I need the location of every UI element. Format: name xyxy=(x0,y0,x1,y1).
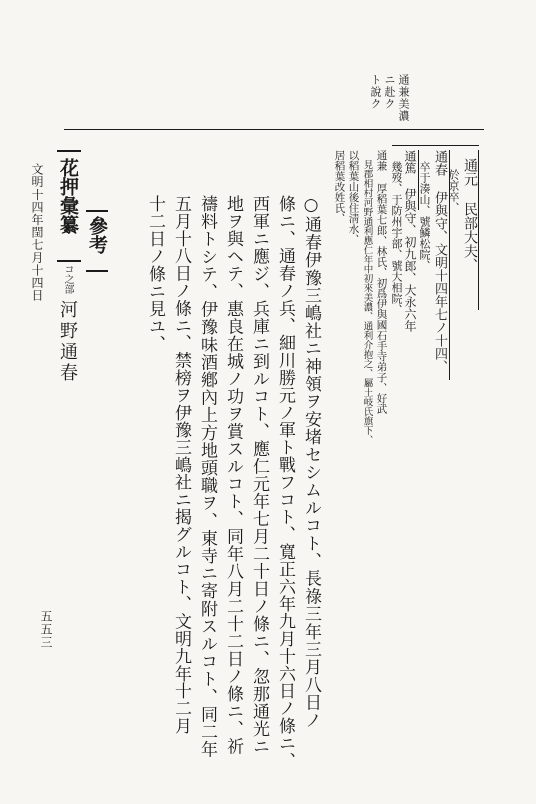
genealogy-col-9: 以稻葉山後住淸水、 xyxy=(347,150,360,245)
genealogy-line-h3 xyxy=(392,145,418,146)
genealogy-col-6: 幾歿、于防州宇部、號大相院、 xyxy=(390,150,403,315)
kaou-name: 河野通春 xyxy=(57,300,78,384)
sankou-heading: 參考 xyxy=(86,216,108,254)
header-note-3: ト說ク xyxy=(369,74,382,110)
genealogy-line-h1 xyxy=(449,145,479,146)
genealogy-col-2: 於京卒、 xyxy=(447,158,460,213)
genealogy-col-7: 通兼 厚稻葉七郎、林氏、初爲伊與國石手寺弟子、好武 xyxy=(375,150,388,414)
kaou-heading: 花押彙纂 xyxy=(57,158,79,234)
body-line-6: 五月十八日ノ條ニ、禁榜ヲ伊豫三嶋社ニ揭グルコト、文明九年十二月 xyxy=(171,195,191,735)
body-line-7: 十二日ノ條ニ見ユ、 xyxy=(145,195,165,353)
genealogy-col-1: 通元 民部大夫、 xyxy=(462,158,478,272)
header-rule xyxy=(64,129,484,130)
genealogy-line-h2 xyxy=(418,145,449,146)
genealogy-col-5: 通篤 伊與守、初九郎、大永六年 xyxy=(403,150,417,332)
kaou-suffix: コ之部 xyxy=(62,264,73,294)
date-line: 文明十四年閏七月十四日 xyxy=(30,163,44,302)
body-line-3: 西軍ニ應ジ、兵庫ニ到ルコト、應仁元年七月二十日ノ條ニ、忽那通光ニ xyxy=(249,195,269,755)
header-note-1: 通兼美濃 xyxy=(397,74,410,122)
body-line-2: 條ニ、通春ノ兵、細川勝元ノ軍ト戰フコト、寬正六年九月十六日ノ條ニ、 xyxy=(275,195,295,770)
header-note-2: ニ赴ク xyxy=(383,74,396,110)
genealogy-line-main xyxy=(478,150,479,310)
genealogy-col-8: 見郡相村河野通利應仁年中初來美濃、通利介抱之、屬土岐氏旗下、 xyxy=(361,150,373,445)
body-line-1: ○通春伊豫三嶋社ニ神領ヲ安堵セシムルコト、長祿三年三月八日ノ xyxy=(301,195,321,729)
body-line-5: 禱料トシテ、伊豫味酒鄕內上方地頭職ヲ、東寺ニ寄附スルコト、同二年 xyxy=(197,195,217,759)
genealogy-col-4: 卒于湊山、號鱗松院、 xyxy=(418,150,431,271)
page-number: 五五三 xyxy=(39,610,53,649)
body-line-4: 地ヲ與ヘテ、惠良在城ノ功ヲ賞スルコト、同年八月二十二日ノ條ニ、祈 xyxy=(223,195,243,755)
genealogy-col-10: 居稻葉改姓氏、 xyxy=(333,150,346,224)
genealogy-col-3: 通春 伊與守、文明十四年七ノ十四、 xyxy=(432,150,447,373)
